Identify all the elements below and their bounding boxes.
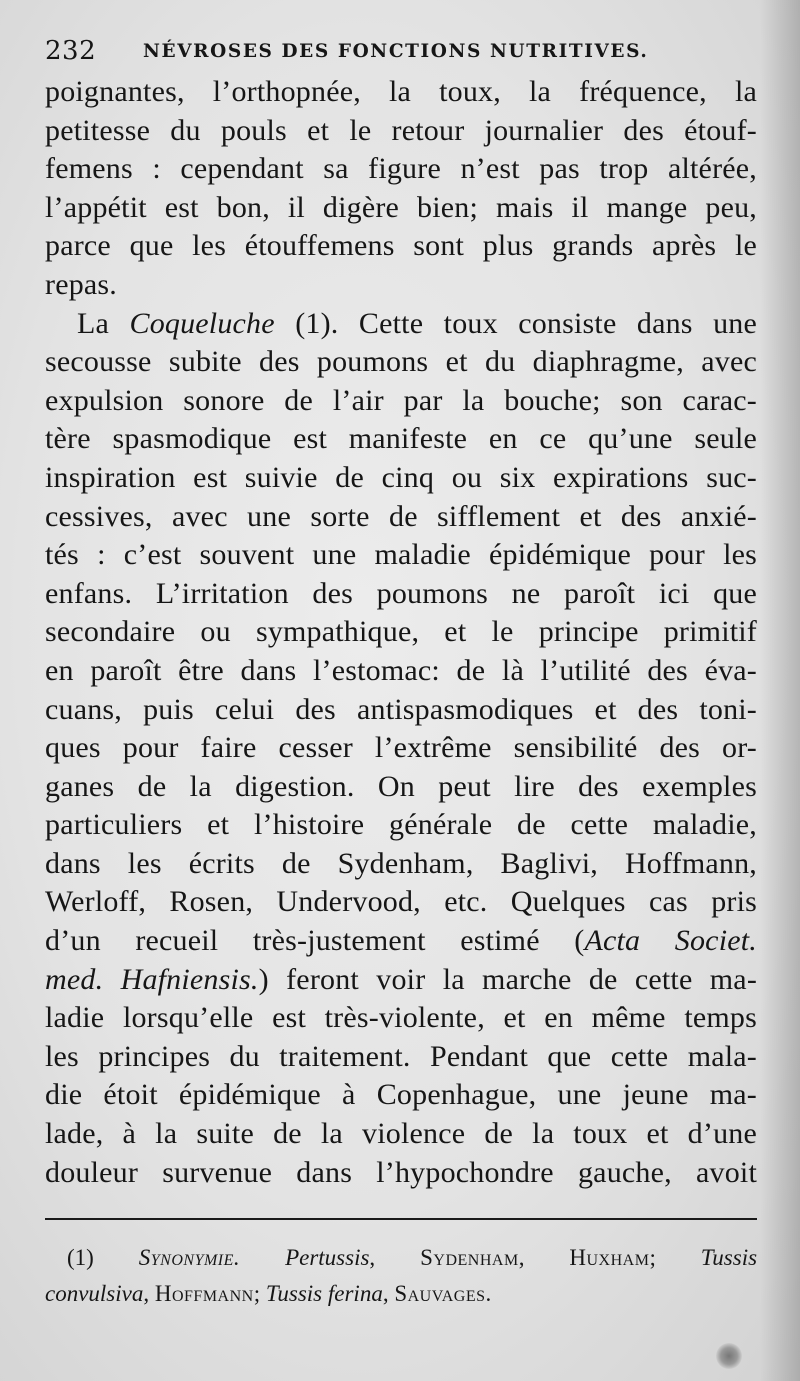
text-line: femens : cependant sa figure n’est pas trop altérée, xyxy=(45,152,757,186)
text-line xyxy=(45,922,757,961)
text-line: tère spasmodique est manifeste en ce qu’une seule xyxy=(45,422,757,456)
text-line: en paroît être dans l’estomac: de là l’utilité des éva- xyxy=(45,653,757,687)
footnote-term: convulsiva xyxy=(45,1281,144,1306)
text-line: douleur survenue dans l’hypochondre gauche, avoit xyxy=(45,1155,757,1189)
text-line: secousse subite des poumons et du diaphragme, avec xyxy=(45,345,757,379)
text-fragment: ) feront voir la marche de cette ma- xyxy=(258,962,758,996)
footnote-term: Pertussis xyxy=(285,1245,370,1270)
text-line: parce que les étouffemens sont plus grands après le xyxy=(45,229,757,263)
footnote-author: Sydenham xyxy=(420,1245,519,1270)
text-line: cessives, avec une sorte de sifflement et des anxié- xyxy=(45,499,757,533)
paragraph-start-line xyxy=(45,305,757,344)
text-line: petitesse du pouls et le retour journalier des étouf- xyxy=(45,113,757,147)
text-line: cuans, puis celui des antispasmodiques et des toni- xyxy=(45,692,757,726)
text-line: poignantes, l’orthopnée, la toux, la fréquence, la xyxy=(45,75,757,108)
text-line xyxy=(45,961,757,1000)
text-line: l’appétit est bon, il digère bien; mais il mange peu, xyxy=(45,190,757,224)
text-line: dans les écrits de Sydenham, Baglivi, Hoffmann, xyxy=(45,846,757,880)
text-line: enfans. L’irritation des poumons ne paroît ici que xyxy=(45,576,757,610)
text-line: die étoit épidémique à Copenhague, une jeune ma- xyxy=(45,1078,757,1112)
text-line: ganes de la digestion. On peut lire des exemples xyxy=(45,769,757,803)
text-line: ques pour faire cesser l’extrême sensibilité des or- xyxy=(45,731,757,765)
footnote-term: Tussis ferina xyxy=(265,1281,383,1306)
text-line: les principes du traitement. Pendant que cette mala- xyxy=(45,1039,757,1073)
footnote-synonymie: Synonymie. xyxy=(138,1245,241,1270)
running-head xyxy=(45,36,765,76)
text-line: repas. xyxy=(45,267,117,301)
term-coqueluche: Coqueluche xyxy=(129,306,275,340)
paragraph-lead-word: La xyxy=(77,306,110,340)
page-number: 232 xyxy=(45,36,97,66)
footnote-term: Tussis xyxy=(700,1245,758,1270)
text-line: tés : c’est souvent une maladie épidémique pour les xyxy=(45,538,757,572)
text-line: expulsion sonore de l’air par la bouche; son carac- xyxy=(45,383,757,417)
body-text xyxy=(45,73,757,1192)
footnote-line: (1) Synonymie. Pertussis, Sydenham, Huxham; Tussis xyxy=(67,1245,758,1270)
footnote-author: Huxham xyxy=(569,1245,650,1270)
citation-title: med. Hafniensis. xyxy=(45,962,259,996)
citation-title: Acta Societ. xyxy=(584,924,757,958)
text-line: ladie lorsqu’elle est très-violente, et en même temps xyxy=(45,1001,757,1035)
footnote-author: Sauvages. xyxy=(394,1281,492,1306)
text-line: particuliers et l’histoire générale de cette maladie, xyxy=(45,808,757,842)
footnote-rule xyxy=(45,1218,757,1220)
text-fragment: d’un recueil très-justement estimé ( xyxy=(45,924,585,958)
text-line: inspiration est suivie de cinq ou six expirations suc- xyxy=(45,460,757,494)
footnote-author: Hoffmann xyxy=(154,1281,254,1306)
text-line: secondaire ou sympathique, et le principe primitif xyxy=(45,615,757,649)
text-line: lade, à la suite de la violence de la toux et d’une xyxy=(45,1117,757,1151)
text-fragment: (1). Cette toux consiste dans une xyxy=(295,306,758,340)
footnote-line: convulsiva, Hoffmann; Tussis ferina, Sauvages. xyxy=(45,1281,492,1306)
running-title: NÉVROSES DES FONCTIONS NUTRITIVES. xyxy=(143,41,649,62)
ink-spot xyxy=(716,1343,742,1369)
footnote-marker: (1) xyxy=(67,1245,94,1270)
footnote xyxy=(45,1240,757,1312)
text-line: Werloff, Rosen, Undervood, etc. Quelques cas pris xyxy=(45,885,757,919)
